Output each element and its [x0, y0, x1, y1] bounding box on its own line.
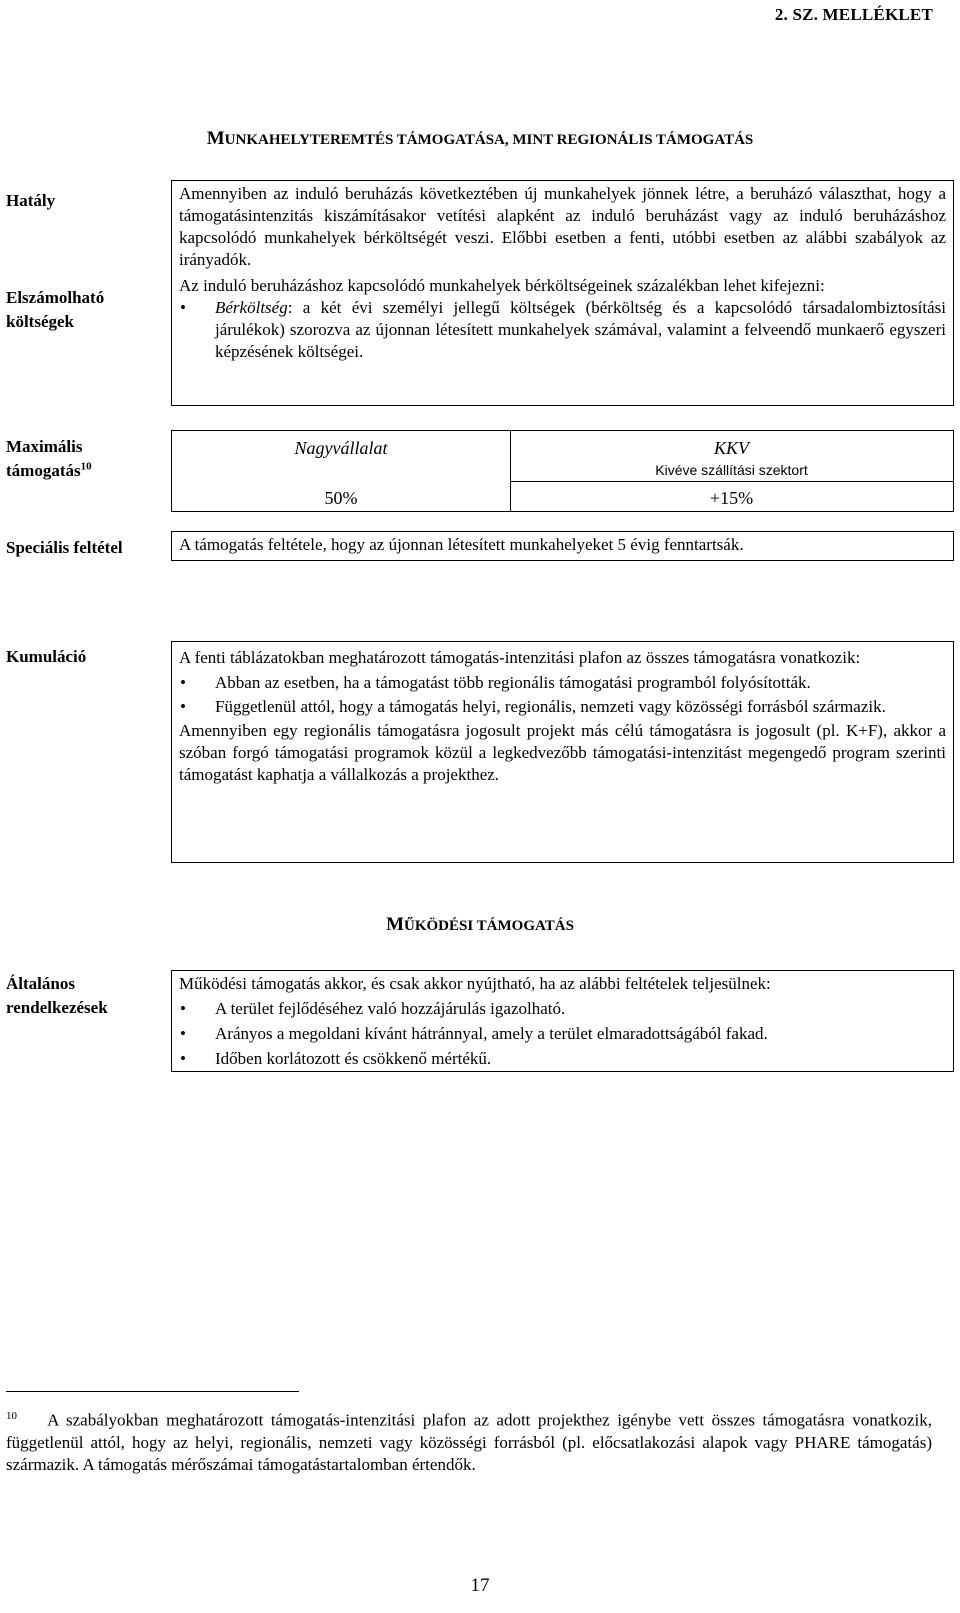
kumulacio-box — [171, 641, 954, 863]
kumulacio-list — [179, 672, 946, 718]
list-item — [179, 297, 946, 363]
label-maximalis-tamogatas — [6, 435, 136, 483]
footnote-marker: 10 — [6, 1410, 17, 1422]
header-kkv-sub: Kivéve szállítási szektort — [655, 462, 808, 478]
header-nagyvallalat: Nagyvállalat — [294, 438, 388, 458]
annex-label: 2. SZ. MELLÉKLET — [774, 5, 933, 24]
list-item: • Időben korlátozott és csökkenő mértékű. — [179, 1048, 946, 1070]
max-support-table — [171, 430, 954, 512]
hatály-text: Amennyiben az induló beruházás következtében új munkahelyek jönnek létre, a beruházó választhat, hogy a támogatásintenzitás kiszámításakor vetítési alapként az induló beruházást vagy az induló beruházáshoz kapcsolódó munkahelyek bérköltségét veszi. Előbbi esetben a fenti, utóbbi esetben az alábbi szabályok az irányadók. — [179, 184, 946, 269]
list-item: • Függetlenül attól, hogy a támogatás helyi, regionális, nemzeti vagy közösségi forrásból származik. — [179, 696, 946, 718]
footnote — [6, 1405, 932, 1476]
value-nagyvallalat: 50% — [324, 488, 358, 508]
page-number: 17 — [470, 1575, 490, 1596]
altalanos-list — [179, 998, 946, 1070]
altalanos-box — [171, 970, 954, 1072]
list-item: • Arányos a megoldani kívánt hátránnyal, amely a terület elmaradottságából fakad. — [179, 1023, 946, 1045]
specialis-box — [171, 531, 954, 561]
footnote-ref: 10 — [80, 460, 92, 473]
title-rest: UNKAHELYTEREMTÉS TÁMOGATÁSA, MINT REGIONÁLIS TÁMOGATÁS — [224, 132, 754, 148]
koltsegek-list — [179, 297, 946, 363]
title-rest: ŰKÖDÉSI TÁMOGATÁS — [404, 918, 574, 934]
label-elszamolhato-koltsegek: Elszámolható költségek — [6, 288, 105, 331]
label-specialis-feltetel: Speciális feltétel — [6, 538, 123, 557]
label-maximalis-text: Maximális támogatás — [6, 437, 83, 480]
title-initial: M — [386, 914, 405, 935]
list-item: • A terület fejlődéséhez való hozzájárulás igazolható. — [179, 998, 946, 1020]
altalanos-intro: Működési támogatás akkor, és csak akkor nyújtható, ha az alábbi feltételek teljesülnek: — [179, 974, 771, 993]
header-kkv: KKV — [713, 438, 749, 458]
footnote-separator — [6, 1391, 299, 1392]
hatály-box — [171, 180, 954, 406]
label-kumulacio: Kumuláció — [6, 647, 87, 666]
kumulacio-intro: A fenti táblázatokban meghatározott támogatás-intenzitási plafon az összes támogatásra vonatkozik: — [179, 648, 861, 667]
value-kkv: +15% — [709, 488, 754, 508]
kumulacio-closing: Amennyiben egy regionális támogatásra jogosult projekt más célú támogatásra is jogosult (pl. K+F), akkor a szóban forgó támogatási programok közül a legkedvezőbb támogatási-intenzitást megengedő program szerinti támogatást kaphatja a vállalkozás a projekthez. — [179, 721, 946, 784]
berkoltseg-text: : a két évi személyi jellegű költségek (bérköltség és a kapcsolódó társadalombiztosítási járulékok) szorozva az újonnan létesített munkahelyek számával, valamint a felveendő munkaerő egyszeri képzésének költségei. — [215, 298, 946, 361]
title-initial: M — [206, 128, 225, 149]
berkoltseg-term: Bérköltség — [215, 298, 288, 317]
label-hatály: Hatály — [6, 191, 56, 210]
label-altalanos-rendelkezesek: Általános rendelkezések — [6, 974, 108, 1017]
section-title-operating — [0, 914, 960, 937]
footnote-text: A szabályokban meghatározott támogatás-intenzitási plafon az adott projekthez igénybe vett összes támogatásra vonatkozik, függetlenül attól, hogy az helyi, regionális, nemzeti vagy közösségi forrásból (pl. előcsatlakozási alapok vagy PHARE támogatás) származik. A támogatás mérőszámai támogatástartalomban értendők. — [6, 1410, 932, 1474]
koltsegek-intro: Az induló beruházáshoz kapcsolódó munkahelyek bérköltségeinek százalékban lehet kifejezni: — [179, 276, 825, 295]
list-item: • Abban az esetben, ha a támogatást több regionális támogatási programból folyósították. — [179, 672, 946, 694]
specialis-text: A támogatás feltétele, hogy az újonnan létesített munkahelyeket 5 évig fenntartsák. — [179, 535, 744, 554]
section-title-job-creation — [0, 128, 960, 151]
